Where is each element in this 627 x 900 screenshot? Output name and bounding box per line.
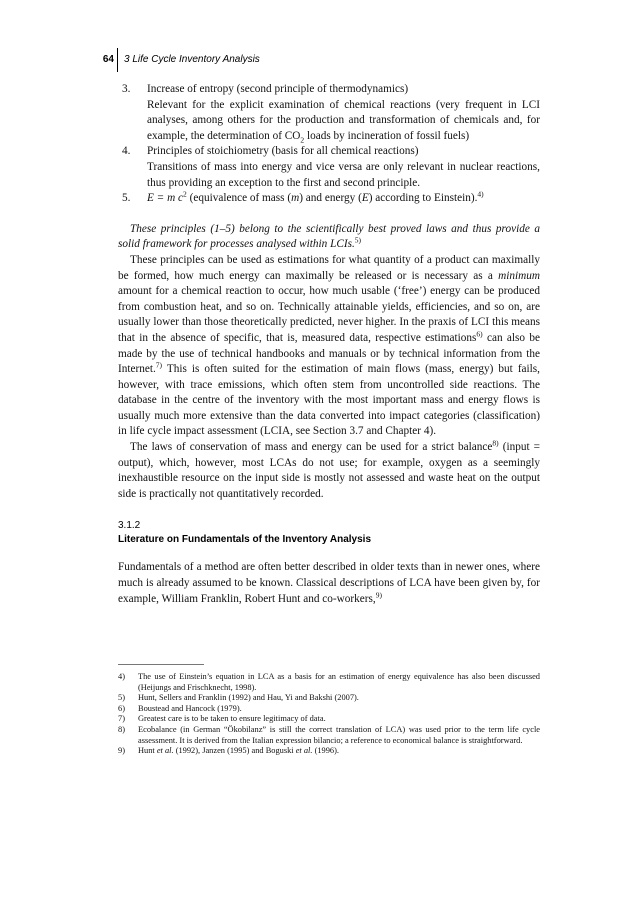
running-head-divider: [117, 48, 118, 72]
list-item-text: ) and energy (: [299, 192, 362, 205]
list-item-title: Principles of stoichiometry (basis for all chemical reactions): [147, 145, 419, 158]
paragraph-text: These principles can be used as estimations for what quantity of a product can maximally be formed, how much energy can maximally be released or is necessary as a: [118, 253, 540, 282]
footnote-text: Hunt: [138, 746, 157, 756]
list-item-text: (equivalence of mass (: [186, 192, 292, 205]
footnote-ref[interactable]: 9): [375, 589, 382, 599]
footnote-ref[interactable]: 6): [476, 329, 483, 339]
running-head: [66, 48, 546, 74]
section-heading: [118, 519, 540, 547]
footnote: [118, 693, 540, 704]
footnote: [118, 672, 540, 693]
summary-paragraph: [118, 222, 540, 253]
estimations-paragraph: [118, 253, 540, 440]
list-item-title: Increase of entropy (second principle of thermodynamics): [147, 83, 409, 95]
list-item: [118, 191, 540, 207]
footnote-ref[interactable]: 5): [354, 235, 362, 245]
co2-subscript: 2: [300, 135, 305, 145]
footnote-text: (1992), Janzen (1995) and Boguski: [173, 746, 296, 756]
summary-text: These principles (1–5) belong to the scientifically best proved laws and thus provide a solid framework for processes analysed within LCIs.: [118, 222, 540, 251]
footnote-number: 5): [118, 693, 125, 703]
footnote-number: 4): [118, 672, 125, 681]
footnote-ref[interactable]: 4): [477, 189, 484, 199]
paragraph-text: This is often suited for the estimation of main flows (mass, energy) but fails, however, with trace emissions, which often stem from uncontrolled side reactions. The database in the centre of the inventory with the most important mass and energy flows is usually much more extensive than the data converted into impact categories (classification) in life cycle impact assessment (LCIA, see Section 3.7 and Chapter 4).: [118, 363, 540, 438]
list-item-number: 3.: [122, 83, 131, 95]
footnote: [118, 746, 540, 757]
paragraph-text: Fundamentals of a method are often better described in older texts than in newer ones, where much is already assumed to be known. Classical descriptions of LCA have been given by, for example, William Franklin, Robert Hunt and co-workers,: [118, 561, 540, 605]
footnote: [118, 714, 540, 725]
paragraph-text: The laws of conservation of mass and energy can be used for a strict balance: [130, 441, 493, 454]
description-text: Relevant for the explicit examination of chemical reactions (very frequent in LCI analyses, among others for the production and transformation of chemicals and, for example, the determination of CO: [147, 98, 540, 142]
footnote: [118, 725, 540, 746]
paragraph-text: amount for a chemical reaction to occur, how much usable (‘free’) energy can be produced from combustion heat, and so on. Technically attainable yields, efficiencies, and so on, are usually lower than those theoretically predicted, never higher. In the praxis of LCI this means that in the absence of specific, that is, measured data, respective estimations: [118, 285, 540, 344]
footnote-ref[interactable]: 8): [492, 438, 499, 448]
section-title: Literature on Fundamentals of the Inventory Analysis: [118, 534, 372, 546]
et-al: et al.: [156, 746, 174, 756]
page-number: 64: [102, 54, 114, 65]
footnote-number: 7): [118, 714, 125, 724]
list-item: [118, 144, 540, 191]
description-text: loads by incineration of fossil fuels): [304, 129, 470, 142]
footnotes: [118, 672, 540, 757]
footnote-text: (1996).: [312, 746, 339, 756]
footnote-text: The use of Einstein’s equation in LCA as a basis for an estimation of energy equivalence has also been discussed (Heijungs and Frischknecht, 1998).: [138, 672, 540, 692]
footnote-divider: [118, 664, 204, 665]
emphasis-minimum: minimum: [498, 269, 540, 282]
chapter-title: 3 Life Cycle Inventory Analysis: [124, 54, 260, 65]
footnote-number: 9): [118, 746, 125, 756]
footnote: [118, 704, 540, 715]
footnote-number: 8): [118, 724, 125, 734]
mass-symbol: m: [291, 192, 300, 205]
footnote-number: 6): [118, 703, 125, 713]
list-item-number: 5.: [122, 192, 131, 205]
principles-list: [118, 82, 540, 207]
energy-symbol: E: [361, 192, 369, 205]
footnote-text: Greatest care is to be taken to ensure legitimacy of data.: [138, 714, 326, 724]
literature-paragraph: [118, 560, 540, 607]
footnote-text: Hunt, Sellers and Franklin (1992) and Hau, Yi and Bakshi (2007).: [138, 693, 359, 703]
paragraph-text: (input = output), which, however, most LCAs do not use; for example, oxygen as a seemingly inexhaustible resource on the input side is mostly not assessed and waste heat on the output side is practically not quantitatively recorded.: [118, 441, 540, 500]
spacer: [118, 207, 540, 222]
list-item: [118, 82, 540, 144]
footnote-text: Ecobalance (in German “Ökobilanz” is still the correct translation of LCA) was used prior to the term life cycle assessment. It is derived from the Italian expression bilancio; a reference to economical balance is straightforward.: [138, 724, 540, 745]
conservation-paragraph: [118, 440, 540, 502]
body-text: [118, 82, 540, 607]
list-item-text: ) according to Einstein).: [368, 192, 478, 205]
footnote-text: Boustead and Hancock (1979).: [138, 703, 242, 713]
list-item-description: Transitions of mass into energy and vice versa are only relevant in nuclear reactions, thus providing an exception to the first and second principle.: [147, 160, 540, 189]
list-item-description: [147, 98, 540, 145]
section-number: 3.1.2: [118, 520, 141, 532]
list-item-number: 4.: [122, 145, 131, 158]
footnote-ref[interactable]: 7): [155, 360, 163, 370]
et-al: et al.: [295, 746, 313, 756]
paragraph-text: can also be made by the use of technical handbooks and manuals or by technical information from the Internet.: [118, 331, 540, 376]
formula-exponent: 2: [183, 189, 187, 199]
einstein-formula: E = m c: [147, 192, 184, 205]
